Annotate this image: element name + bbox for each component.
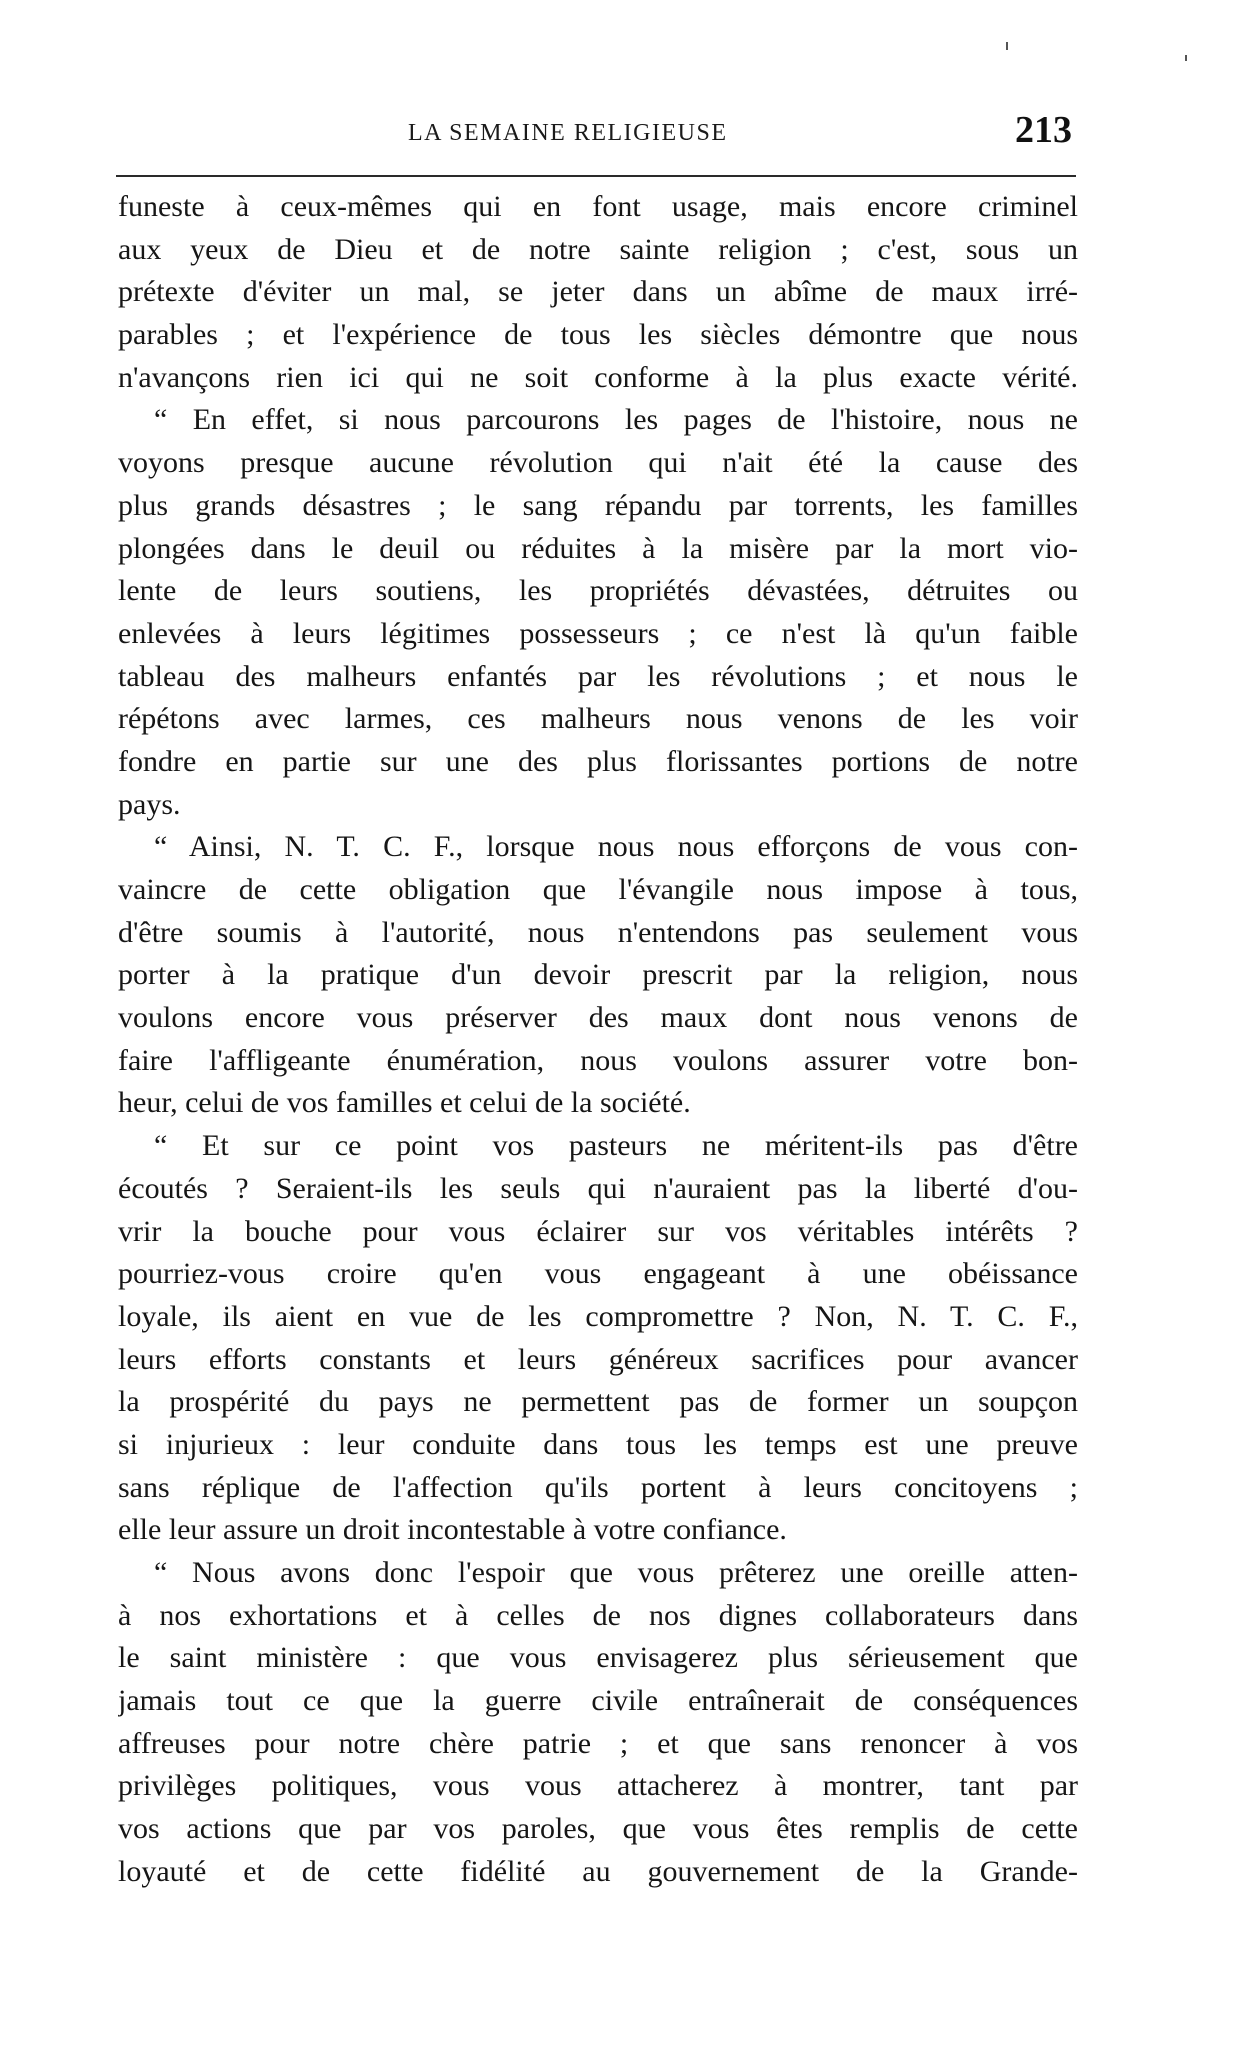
text-line: si injurieux : leur conduite dans tous les temps est une preuve bbox=[118, 1427, 1078, 1461]
text-line: vrir la bouche pour vous éclairer sur vos véritables intérêts ? bbox=[118, 1214, 1078, 1248]
header-rule bbox=[116, 175, 1076, 177]
text-line: faire l'affligeante énumération, nous voulons assurer votre bon- bbox=[118, 1043, 1078, 1077]
text-line: à nos exhortations et à celles de nos dignes collaborateurs dans bbox=[118, 1598, 1078, 1632]
text-line: écoutés ? Seraient-ils les seuls qui n'auraient pas la liberté d'ou- bbox=[118, 1171, 1078, 1205]
text-line: pays. bbox=[118, 787, 181, 821]
text-line: parables ; et l'expérience de tous les siècles démontre que nous bbox=[118, 318, 1078, 352]
body-text bbox=[118, 186, 1078, 1894]
running-title: LA SEMAINE RELIGIEUSE bbox=[408, 120, 728, 146]
text-line: tableau des malheurs enfantés par les révolutions ; et nous le bbox=[118, 659, 1078, 693]
text-line: loyauté et de cette fidélité au gouvernement de la Grande- bbox=[118, 1854, 1078, 1888]
text-line: voulons encore vous préserver des maux dont nous venons de bbox=[118, 1001, 1078, 1035]
text-line: le saint ministère : que vous envisagerez plus sérieusement que bbox=[118, 1641, 1078, 1675]
text-line: affreuses pour notre chère patrie ; et que sans renoncer à vos bbox=[118, 1726, 1078, 1760]
text-line: voyons presque aucune révolution qui n'ait été la cause des bbox=[118, 446, 1078, 480]
text-line: plongées dans le deuil ou réduites à la misère par la mort vio- bbox=[118, 531, 1078, 565]
scan-speck bbox=[1006, 42, 1008, 50]
text-line: d'être soumis à l'autorité, nous n'entendons pas seulement vous bbox=[118, 915, 1078, 949]
running-header bbox=[118, 108, 1078, 158]
text-line: “ Nous avons donc l'espoir que vous prêterez une oreille atten- bbox=[154, 1556, 1078, 1589]
text-line: leurs efforts constants et leurs généreux sacrifices pour avancer bbox=[118, 1342, 1078, 1376]
page-number: 213 bbox=[1015, 109, 1072, 151]
text-line: vaincre de cette obligation que l'évangile nous impose à tous, bbox=[118, 873, 1078, 906]
text-line: vos actions que par vos paroles, que vous êtes remplis de cette bbox=[118, 1812, 1078, 1846]
text-line: répétons avec larmes, ces malheurs nous venons de les voir bbox=[118, 702, 1078, 736]
text-line: enlevées à leurs légitimes possesseurs ; ce n'est là qu'un faible bbox=[118, 616, 1078, 650]
text-line: prétexte d'éviter un mal, se jeter dans un abîme de maux irré- bbox=[118, 275, 1078, 309]
text-line: fondre en partie sur une des plus florissantes portions de notre bbox=[118, 744, 1078, 778]
text-line: plus grands désastres ; le sang répandu par torrents, les familles bbox=[118, 488, 1078, 522]
text-line: elle leur assure un droit incontestable à votre confiance. bbox=[118, 1513, 787, 1547]
text-line: sans réplique de l'affection qu'ils portent à leurs concitoyens ; bbox=[118, 1470, 1078, 1504]
text-line: aux yeux de Dieu et de notre sainte religion ; c'est, sous un bbox=[118, 232, 1078, 266]
text-line: “ Ainsi, N. T. C. F., lorsque nous nous efforçons de vous con- bbox=[154, 830, 1078, 864]
text-line: pourriez-vous croire qu'en vous engageant à une obéissance bbox=[118, 1257, 1078, 1291]
text-line: la prospérité du pays ne permettent pas de former un soupçon bbox=[118, 1385, 1078, 1419]
text-line: heur, celui de vos familles et celui de la société. bbox=[118, 1086, 691, 1120]
text-line: jamais tout ce que la guerre civile entraînerait de conséquences bbox=[118, 1684, 1078, 1718]
text-line: loyale, ils aient en vue de les compromettre ? Non, N. T. C. F., bbox=[118, 1299, 1078, 1333]
text-line: porter à la pratique d'un devoir prescrit par la religion, nous bbox=[118, 958, 1078, 992]
text-line: “ Et sur ce point vos pasteurs ne méritent-ils pas d'être bbox=[154, 1129, 1078, 1163]
text-line: lente de leurs soutiens, les propriétés dévastées, détruites ou bbox=[118, 574, 1078, 608]
text-line: n'avançons rien ici qui ne soit conforme à la plus exacte vérité. bbox=[118, 360, 1078, 394]
text-line: privilèges politiques, vous vous attacherez à montrer, tant par bbox=[118, 1769, 1078, 1803]
scan-speck bbox=[1185, 55, 1187, 61]
text-line: funeste à ceux-mêmes qui en font usage, mais encore criminel bbox=[118, 190, 1078, 223]
text-line: “ En effet, si nous parcourons les pages de l'histoire, nous ne bbox=[154, 403, 1078, 437]
